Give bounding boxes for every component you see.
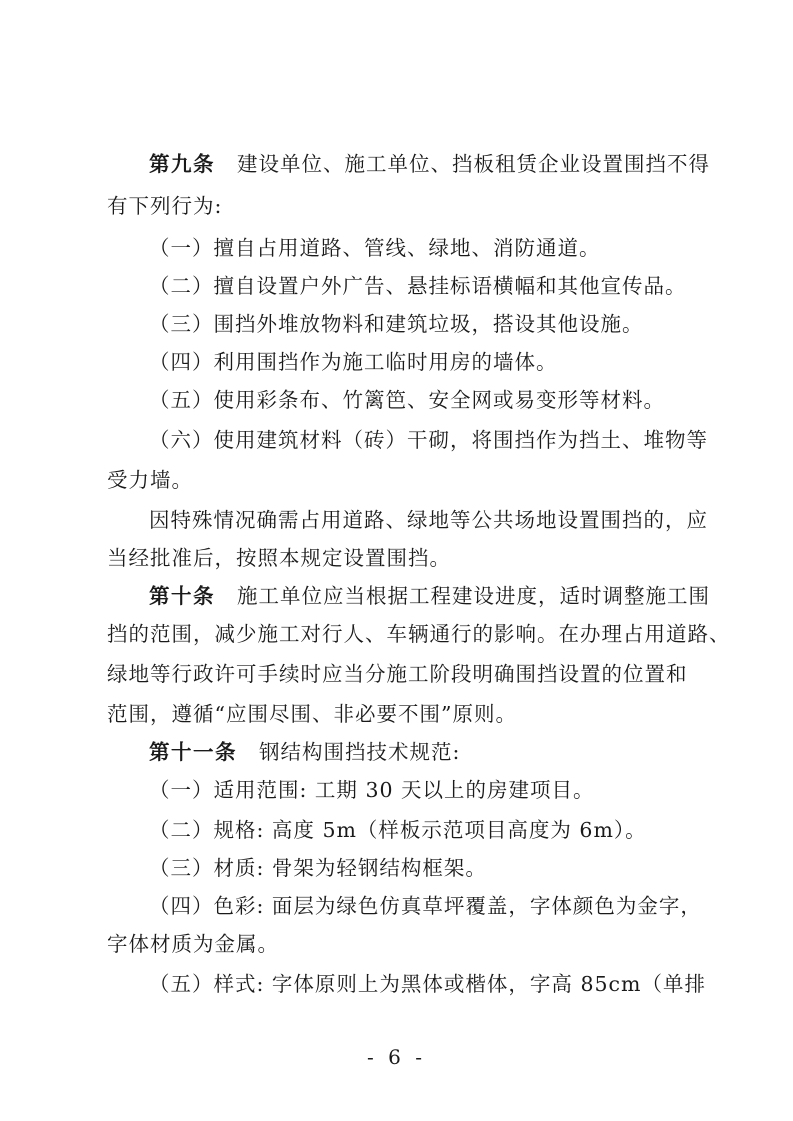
- article-11-item-4: （四）色彩: 面层为绿色仿真草坪覆盖，字体颜色为金字，: [149, 894, 702, 918]
- article-10-first-line: [149, 582, 749, 610]
- article-9-heading: 第九条: [149, 152, 215, 176]
- article-9-item-2: （二）擅自设置户外广告、悬挂标语横幅和其他宣传品。: [149, 274, 687, 298]
- article-9-paragraph-line-1: 因特殊情况确需占用道路、绿地等公共场地设置围挡的，应: [149, 508, 708, 532]
- article-11-heading: 第十一条: [149, 740, 237, 764]
- article-11-item-5: （五）样式: 字体原则上为黑体或楷体，字高 85cm（单排: [149, 972, 706, 996]
- article-10-line-2: 挡的范围，减少施工对行人、车辆通行的影响。在办理占用道路、: [107, 622, 731, 646]
- article-9-item-6-continued: 受力墙。: [107, 468, 193, 492]
- article-9-paragraph-line-2: 当经批准后，按照本规定设置围挡。: [107, 546, 451, 570]
- article-9-first-line: [149, 150, 749, 178]
- article-9-line-2: 有下列行为:: [107, 194, 223, 218]
- article-11-item-4-continued: 字体材质为金属。: [107, 932, 279, 956]
- article-10-heading: 第十条: [149, 584, 215, 608]
- article-11-text: 钢结构围挡技术规范:: [259, 740, 461, 764]
- article-10-line-3: 绿地等行政许可手续时应当分施工阶段明确围挡设置的位置和: [107, 662, 688, 686]
- article-11-item-3: （三）材质: 骨架为轻钢结构框架。: [149, 856, 487, 880]
- article-10-text: 施工单位应当根据工程建设进度，适时调整施工围: [237, 584, 710, 608]
- article-9-item-6: （六）使用建筑材料（砖）干砌，将围挡作为挡土、堆物等: [149, 428, 708, 452]
- article-9-item-5: （五）使用彩条布、竹篱笆、安全网或易变形等材料。: [149, 388, 665, 412]
- article-9-text: 建设单位、施工单位、挡板租赁企业设置围挡不得: [237, 152, 710, 176]
- page-number: - 6 -: [367, 1045, 426, 1069]
- article-9-item-4: （四）利用围挡作为施工临时用房的墙体。: [149, 350, 558, 374]
- article-11-first-line: [149, 738, 749, 766]
- article-10-line-4: 范围，遵循“应围尽围、非必要不围”原则。: [107, 702, 517, 726]
- article-11-item-1: （一）适用范围: 工期 30 天以上的房建项目。: [149, 778, 595, 802]
- article-9-item-1: （一）擅自占用道路、管线、绿地、消防通道。: [149, 236, 601, 260]
- article-11-item-2: （二）规格: 高度 5m（样板示范项目高度为 6m）。: [149, 818, 647, 842]
- article-9-item-3: （三）围挡外堆放物料和建筑垃圾，搭设其他设施。: [149, 312, 644, 336]
